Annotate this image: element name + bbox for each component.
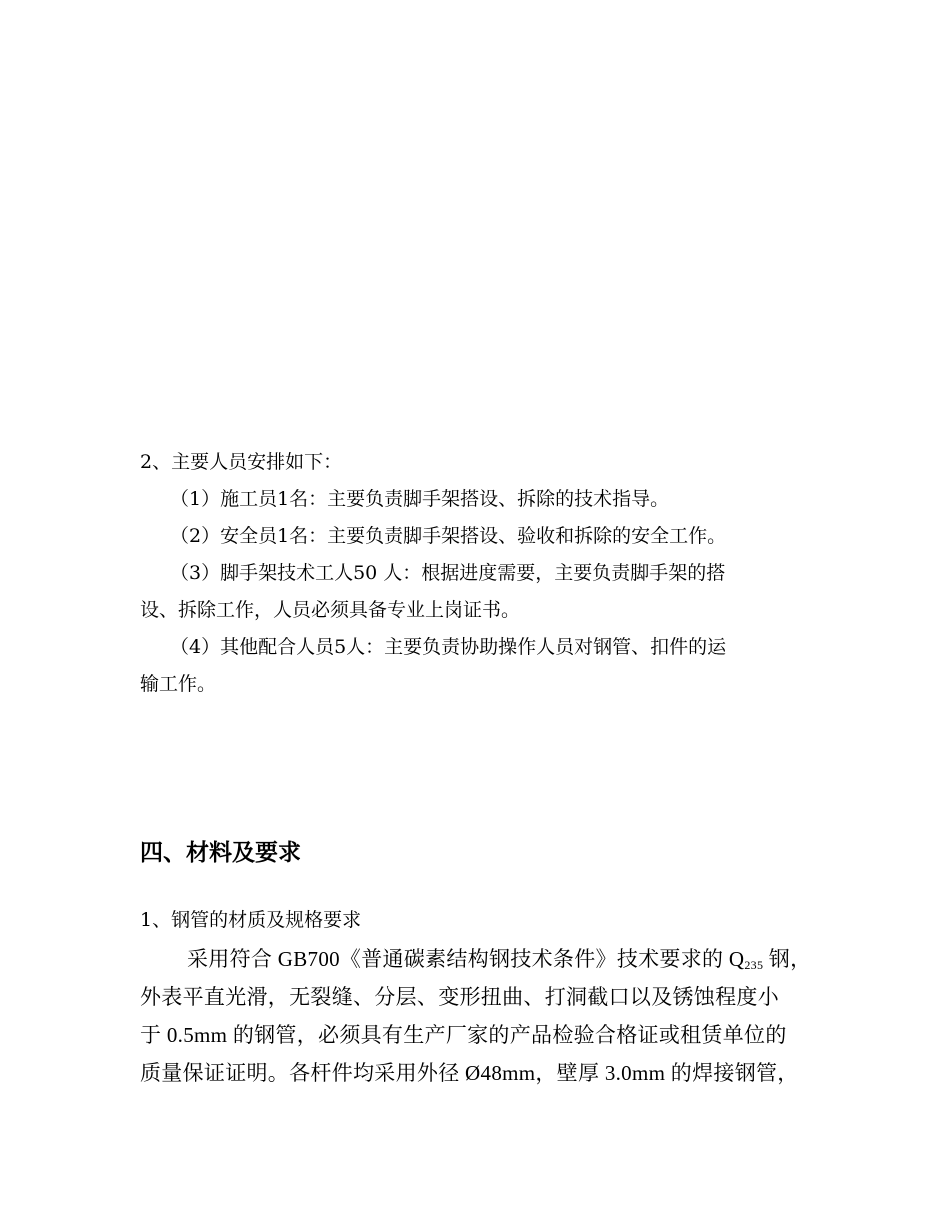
materials-para-line-1-end: 钢，	[763, 947, 812, 971]
staff-item-4-line-2: 输工作。	[140, 673, 217, 695]
materials-para-line-1-text: 采用符合 GB700《普通碳素结构钢技术条件》技术要求的 Q	[187, 947, 745, 971]
materials-para-line-2: 外表平直光滑，无裂缝、分层、变形扭曲、打洞截口以及锈蚀程度小	[140, 985, 779, 1009]
materials-heading: 四、材料及要求	[140, 840, 301, 866]
materials-para-line-4: 质量保证证明。各杆件均采用外径 Ø48mm，壁厚 3.0mm 的焊接钢管，	[140, 1061, 799, 1085]
staff-item-3-line-2: 设、拆除工作，人员必须具备专业上岗证书。	[140, 599, 521, 621]
staff-item-4-line-1: （4）其他配合人员5人：主要负责协助操作人员对钢管、扣件的运	[170, 636, 727, 658]
staff-item-3-line-1: （3）脚手架技术工人50 人：根据进度需要，主要负责脚手架的搭	[170, 562, 726, 584]
materials-para-line-1	[187, 946, 811, 972]
staff-item-1-line-1: （1）施工员1名：主要负责脚手架搭设、拆除的技术指导。	[170, 488, 670, 510]
materials-para-line-3: 于 0.5mm 的钢管，必须具有生产厂家的产品检验合格证或租赁单位的	[140, 1023, 787, 1047]
q235-subscript: 235	[744, 958, 764, 972]
materials-subheading: 1、钢管的材质及规格要求	[140, 909, 362, 931]
staff-section-title: 2、主要人员安排如下：	[140, 451, 343, 473]
staff-item-2-line-1: （2）安全员1名：主要负责脚手架搭设、验收和拆除的安全工作。	[170, 525, 727, 547]
